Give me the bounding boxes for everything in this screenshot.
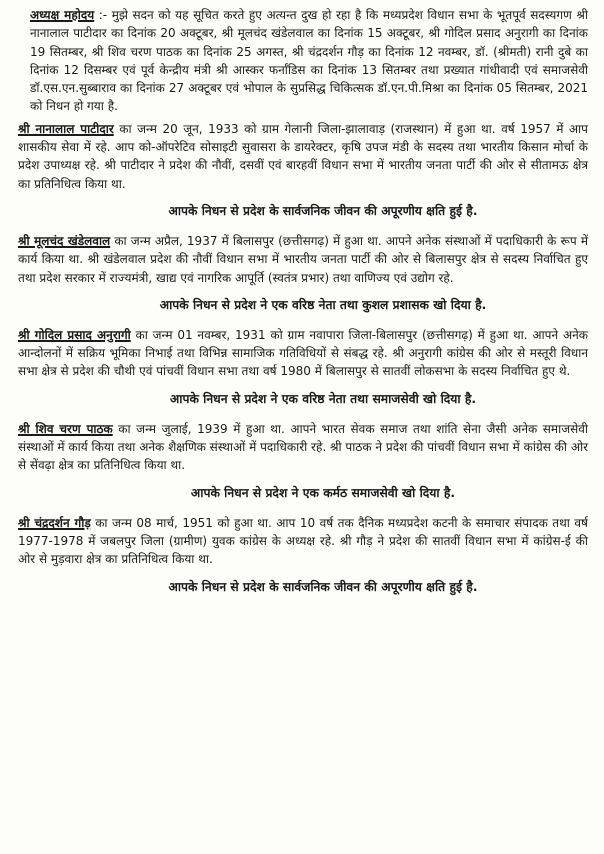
intro-paragraph xyxy=(18,6,588,116)
tribute-line: आपके निधन से प्रदेश ने एक वरिष्ठ नेता तथा समाजसेवी खो दिया है. xyxy=(169,391,477,406)
section-text: का जन्म 20 जून, 1933 को ग्राम गेलानी जिला-झालावाड़ (राजस्थान) में हुआ था. वर्ष 1957 में आप शासकीय सेवा में रहे. आप को-ऑपरेटिव सोसाइटी सुवासरा के डायरेक्टर, कृषि उपज मंडी के सदस्य तथा भारतीय किसान मोर्चा के प्रदेश उपाध्यक्ष रहे. श्री पाटीदार ने प्रदेश की नौवीं, दसवीं एवं बारहवीं विधान सभा में भारतीय जनता पार्टी की ओर से सीतामऊ क्षेत्र का प्रतिनिधित्व किया था. xyxy=(18,121,588,191)
section-text: का जन्म 08 मार्च, 1951 को हुआ था. आप 10 वर्ष तक दैनिक मध्यप्रदेश कटनी के समाचार संपादक तथा वर्ष 1977-1978 में जबलपुर जिला (ग्रामीण) युवक कांग्रेस के अध्यक्ष रहे. श्री गौड़ ने प्रदेश की सातवीं विधान सभा में कांग्रेस-ई की ओर से मुड़वारा क्षेत्र का प्रतिनिधित्व किया था. xyxy=(18,515,588,567)
section-name: श्री मूलचंद खंडेलवाल xyxy=(18,233,111,248)
section-nanalal-patidar xyxy=(18,120,588,193)
section-text: का जन्म 01 नवम्बर, 1931 को ग्राम नवापारा जिला-बिलासपुर (छत्तीसगढ़) में हुआ था. आपने अनेक आन्दोलनों में सक्रिय भूमिका निभाई तथा विभिन्न सामाजिक गतिविधियों से संबद्ध रहे. श्री अनुरागी कांग्रेस की ओर से मस्तूरी विधान सभा क्षेत्र से प्रदेश की चौथी एवं पांचवीं विधान सभा तथा वर्ष 1980 में बिलासपुर से सातवीं लोकसभा के सदस्य निर्वाचित हुए थे. xyxy=(18,327,588,379)
section-moolchand-khandelwal xyxy=(18,232,588,287)
tribute-line: आपके निधन से प्रदेश ने एक वरिष्ठ नेता तथा कुशल प्रशासक खो दिया है. xyxy=(159,297,487,312)
section-shiv-charan-pathak xyxy=(18,420,588,475)
tribute-line: आपके निधन से प्रदेश के सार्वजनिक जीवन की अपूरणीय क्षति हुई है. xyxy=(168,203,478,218)
tribute-line: आपके निधन से प्रदेश ने एक कर्मठ समाजसेवी खो दिया है. xyxy=(190,485,456,500)
speaker-address: अध्यक्ष महोदय xyxy=(30,8,95,22)
section-name: श्री नानालाल पाटीदार xyxy=(18,121,114,136)
tribute-line: आपके निधन से प्रदेश के सार्वजनिक जीवन की अपूरणीय क्षति हुई है. xyxy=(168,579,478,594)
section-chandradarshan-gaur xyxy=(18,514,588,569)
obituary-document xyxy=(18,6,588,608)
section-godil-prasad-anuragi xyxy=(18,326,588,381)
section-name: श्री गोदिल प्रसाद अनुरागी xyxy=(18,327,131,342)
section-name: श्री शिव चरण पाठक xyxy=(18,421,113,436)
section-text: का जन्म जुलाई, 1939 में हुआ था. आपने भारत सेवक समाज तथा शांति सेना जैसी अनेक समाजसेवी संस्थाओं में कार्य किया तथा अनेक शैक्षणिक संस्थाओं में पदाधिकारी रहे. श्री पाठक ने प्रदेश की पांचवीं विधान सभा में कांग्रेस की ओर से सेंवढ़ा क्षेत्र का प्रतिनिधित्व किया था. xyxy=(18,421,588,473)
section-name: श्री चंद्रदर्शन गौड़ xyxy=(18,515,91,530)
intro-text: :- मुझे सदन को यह सूचित करते हुए अत्यन्त दुख हो रहा है कि मध्यप्रदेश विधान सभा के भूतपूर्व सदस्यगण श्री नानालाल पाटीदार का दिनांक 20 अक्टूबर, श्री मूलचंद खंडेलवाल का दिनांक 15 अक्टूबर, श्री गोदिल प्रसाद अनुरागी का दिनांक 19 सितम्बर, श्री शिव चरण पाठक का दिनांक 25 अगस्त, श्री चंद्रदर्शन गौड़ का दिनांक 12 नवम्बर, डॉ. (श्रीमती) रानी दुबे का दिनांक 12 दिसम्बर एवं पूर्व केन्द्रीय मंत्री श्री आस्कर फर्नांडिस का दिनांक 13 सितम्बर तथा प्रख्यात गांधीवादी एवं समाजसेवी डॉ.एस.एन.सुब्बाराव का दिनांक 27 अक्टूबर एवं भोपाल के सुप्रसिद्ध चिकित्सक डॉ.एन.पी.मिश्रा का दिनांक 05 सितम्बर, 2021 को निधन हो गया है. xyxy=(30,8,589,114)
section-text: का जन्म अप्रैल, 1937 में बिलासपुर (छत्तीसगढ़) में हुआ था. आपने अनेक संस्थाओं में पदाधिकारी के रूप में कार्य किया था. श्री खंडेलवाल प्रदेश की नौवीं विधान सभा में भारतीय जनता पार्टी की ओर से बिलासपुर क्षेत्र से सदस्य निर्वाचित हुए तथा प्रदेश सरकार में राज्यमंत्री, खाद्य एवं नागरिक आपूर्ति (स्वतंत्र प्रभार) तथा वाणिज्य एवं उद्योग रहे. xyxy=(18,233,588,285)
